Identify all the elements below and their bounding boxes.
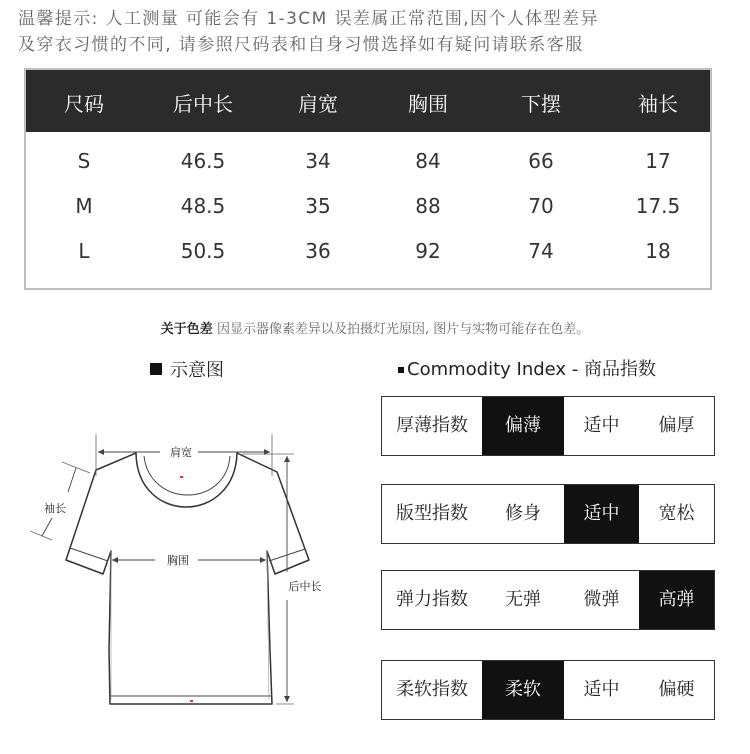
- index-option: 微弹: [583, 589, 620, 610]
- index-row-softness: [381, 660, 715, 720]
- cell-length: 50.5: [180, 239, 226, 263]
- cell-size: L: [78, 239, 90, 263]
- index-option: 偏硬: [658, 679, 695, 700]
- size-chart-table: [24, 68, 712, 290]
- header-chest: 胸围: [408, 92, 448, 116]
- cell-hem: 70: [528, 194, 554, 218]
- disclaimer-text: 因显示器像素差异以及拍摄灯光原因, 图片与实物可能存在色差。: [216, 322, 590, 337]
- cell-length: 46.5: [180, 149, 226, 173]
- cell-hem: 74: [528, 239, 554, 263]
- cell-sleeve: 18: [645, 239, 671, 263]
- cell-size: S: [77, 149, 91, 173]
- index-option: 偏薄: [482, 397, 564, 455]
- header-size: 尺码: [64, 92, 104, 116]
- diagram-title-text: 示意图: [170, 360, 224, 381]
- diagram-title: [150, 356, 224, 382]
- cell-chest: 84: [415, 149, 441, 173]
- index-option: 适中: [564, 485, 639, 543]
- cell-chest: 92: [415, 239, 441, 263]
- index-option: 无弹: [505, 589, 541, 610]
- index-option: 适中: [583, 415, 620, 436]
- chest-measure-line: [112, 557, 266, 563]
- square-bullet-icon: [398, 367, 404, 373]
- index-option: 适中: [583, 679, 620, 700]
- cell-shoulder: 36: [305, 239, 331, 263]
- tshirt-outline-illustration: [0, 384, 360, 750]
- index-option: 高弹: [639, 571, 714, 629]
- cell-chest: 88: [415, 194, 441, 218]
- index-label: 柔软指数: [396, 679, 468, 700]
- color-disclaimer: [0, 318, 750, 337]
- chest-label: 胸围: [167, 554, 189, 567]
- cell-hem: 66: [528, 149, 554, 173]
- index-label: 版型指数: [396, 503, 468, 524]
- index-row-thickness: [381, 396, 715, 456]
- header-sleeve: 袖长: [638, 92, 678, 116]
- index-option: 柔软: [482, 661, 564, 719]
- sleeve-label: 袖长: [44, 502, 66, 515]
- cell-sleeve: 17: [645, 149, 671, 173]
- hem-tag-icon: [190, 700, 193, 702]
- index-label: 厚薄指数: [396, 415, 468, 436]
- notice-line-1: 温馨提示: 人工测量 可能会有 1-3CM 误差属正常范围,因个人体型差异: [18, 9, 599, 29]
- header-length: 后中长: [173, 92, 233, 116]
- tshirt-diagram: [0, 384, 360, 750]
- index-label: 弹力指数: [396, 589, 468, 610]
- square-bullet-icon: [150, 363, 162, 375]
- sleeve-measure-line: [30, 462, 90, 540]
- header-shoulder: 肩宽: [298, 92, 338, 116]
- index-option: 偏厚: [658, 415, 695, 436]
- notice-text: [18, 6, 738, 58]
- size-chart-header: [26, 70, 710, 132]
- cell-length: 48.5: [180, 194, 226, 218]
- length-label: 后中长: [288, 580, 322, 593]
- cell-shoulder: 35: [305, 194, 331, 218]
- index-option: 宽松: [658, 503, 695, 524]
- neck-tag-icon: [180, 476, 183, 478]
- cell-shoulder: 34: [305, 149, 331, 173]
- cell-sleeve: 17.5: [635, 194, 681, 218]
- cell-size: M: [75, 194, 93, 218]
- shoulder-label: 肩宽: [170, 446, 192, 459]
- header-hem: 下摆: [521, 92, 561, 116]
- index-row-fit: [381, 484, 715, 544]
- index-option: 修身: [505, 503, 541, 524]
- notice-line-2: 及穿衣习惯的不同, 请参照尺码表和自身习惯选择如有疑问请联系客服: [18, 35, 584, 55]
- commodity-index-title-text: Commodity Index - 商品指数: [407, 359, 657, 380]
- index-row-elasticity: [381, 570, 715, 630]
- commodity-index-title: [398, 355, 656, 381]
- disclaimer-label: 关于色差: [160, 322, 213, 337]
